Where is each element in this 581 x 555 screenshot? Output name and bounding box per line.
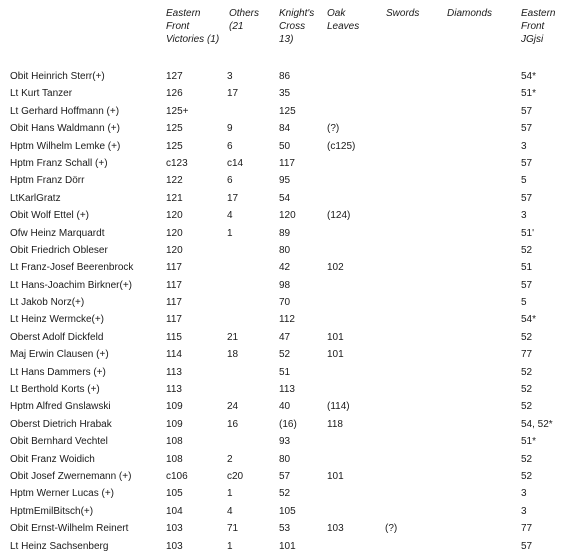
header-line: Diamonds	[447, 8, 493, 19]
unit-value: 3	[521, 505, 527, 517]
knights-cross-value: 52	[279, 488, 291, 500]
victories-value: 125	[166, 140, 183, 152]
header-victories	[166, 7, 219, 46]
pilot-name: Obit Josef Zwernemann (+)	[10, 470, 132, 482]
table-row	[0, 68, 581, 85]
others-value: 4	[227, 210, 233, 222]
unit-value: 51*	[521, 436, 537, 448]
unit-value: 57	[521, 540, 533, 552]
pilot-name: Hptm Franz Schall (+)	[10, 157, 108, 169]
unit-value: 54, 52*	[521, 418, 553, 430]
oak-leaves-value: (?)	[327, 123, 340, 135]
knights-cross-value: 35	[279, 88, 291, 100]
others-value: 16	[227, 418, 239, 430]
unit-value: 77	[521, 349, 533, 361]
unit-value: 57	[521, 123, 533, 135]
unit-value: 54*	[521, 314, 537, 326]
pilot-name: Hptm Franz Dörr	[10, 175, 85, 187]
table-row	[0, 207, 581, 224]
knights-cross-value: 89	[279, 227, 291, 239]
header-others	[229, 7, 259, 33]
pilot-name: Obit Ernst-Wilhelm Reinert	[10, 523, 129, 535]
unit-value: 3	[521, 140, 527, 152]
others-value: 1	[227, 227, 233, 239]
oak-leaves-value: (114)	[327, 401, 350, 413]
victories-value: 108	[166, 453, 183, 465]
victories-value: 109	[166, 401, 183, 413]
knights-cross-value: 120	[279, 210, 296, 222]
swords-value: (?)	[385, 523, 398, 535]
unit-value: 57	[521, 192, 533, 204]
victories-value: 127	[166, 71, 183, 82]
header-line: Oak	[327, 8, 346, 19]
header-line: Cross	[279, 21, 306, 32]
pilot-name: Oberst Adolf Dickfeld	[10, 331, 104, 343]
knights-cross-value: 54	[279, 192, 291, 204]
header-line: Victories (1)	[166, 34, 220, 45]
header-line: Eastern	[521, 8, 556, 19]
table-row	[0, 277, 581, 294]
table-row	[0, 346, 581, 363]
table-row	[0, 451, 581, 468]
victories-value: 108	[166, 436, 183, 448]
knights-cross-value: 80	[279, 453, 291, 465]
victories-value: 105	[166, 488, 183, 500]
victories-value: 104	[166, 505, 183, 517]
table-row	[0, 138, 581, 155]
others-value: 24	[227, 401, 239, 413]
others-value: 4	[227, 505, 233, 517]
table-row	[0, 259, 581, 276]
table-row	[0, 190, 581, 207]
unit-value: 52	[521, 384, 533, 396]
unit-value: 57	[521, 105, 533, 117]
table-row	[0, 103, 581, 120]
unit-value: 52	[521, 470, 533, 482]
table-row	[0, 242, 581, 259]
victories-value: 113	[166, 366, 182, 378]
header-line: Front	[166, 21, 190, 32]
knights-cross-value: 101	[279, 540, 296, 552]
pilot-name: Maj Erwin Clausen (+)	[10, 349, 109, 361]
unit-value: 52	[521, 453, 533, 465]
table-row	[0, 364, 581, 381]
header-line: Front	[521, 21, 545, 32]
victories-value: 120	[166, 227, 183, 239]
oak-leaves-value: 103	[327, 523, 344, 535]
table-row	[0, 433, 581, 450]
header-line: 13)	[279, 34, 294, 45]
pilot-name: LtKarlGratz	[10, 192, 61, 204]
others-value: 6	[227, 175, 233, 187]
knights-cross-value: 53	[279, 523, 291, 535]
table-row	[0, 155, 581, 172]
pilot-name: Lt Hans Dammers (+)	[10, 366, 106, 378]
unit-value: 52	[521, 244, 533, 256]
victories-value: 126	[166, 88, 183, 100]
header-line: (21	[229, 21, 244, 32]
others-value: c20	[227, 470, 244, 482]
others-value: 2	[227, 453, 233, 465]
knights-cross-value: 84	[279, 123, 291, 135]
victories-value: 120	[166, 210, 183, 222]
pilot-name: HptmEmilBitsch(+)	[10, 505, 94, 517]
table-row	[0, 311, 581, 328]
knights-cross-value: 70	[279, 297, 291, 309]
others-value: 21	[227, 331, 239, 343]
table-row	[0, 538, 581, 555]
others-value: 3	[227, 71, 233, 82]
header-swords	[386, 7, 419, 20]
victories-value: 121	[166, 192, 183, 204]
pilot-name: Hptm Werner Lucas (+)	[10, 488, 115, 500]
pilot-name: Obit Hans Waldmann (+)	[10, 123, 120, 135]
knights-cross-value: (16)	[279, 418, 297, 430]
pilot-name: Lt Kurt Tanzer	[10, 88, 73, 100]
victories-value: 113	[166, 384, 182, 396]
header-oak-leaves	[327, 7, 359, 33]
victories-value: 103	[166, 540, 183, 552]
pilot-name: Obit Heinrich Sterr(+)	[10, 71, 105, 82]
knights-cross-value: 105	[279, 505, 296, 517]
knights-cross-value: 125	[279, 105, 296, 117]
unit-value: 51'	[521, 227, 535, 239]
table-row	[0, 485, 581, 502]
others-value: 1	[227, 488, 233, 500]
knights-cross-value: 42	[279, 262, 291, 274]
victories-value: 109	[166, 418, 183, 430]
others-value: 6	[227, 140, 233, 152]
victories-value: 103	[166, 523, 183, 535]
header-eastern-front-unit	[521, 7, 555, 46]
pilot-name: Obit Franz Woidich	[10, 453, 95, 465]
unit-value: 3	[521, 210, 527, 222]
header-knights-cross	[279, 7, 314, 46]
pilot-name: Lt Franz-Josef Beerenbrock	[10, 262, 134, 274]
others-value: 17	[227, 88, 239, 100]
knights-cross-value: 113	[279, 384, 295, 396]
pilot-name: Obit Wolf Ettel (+)	[10, 210, 90, 222]
knights-cross-value: 93	[279, 436, 291, 448]
table-row	[0, 416, 581, 433]
unit-value: 52	[521, 366, 533, 378]
victories-value: 125	[166, 123, 183, 135]
knights-cross-value: 98	[279, 279, 291, 291]
others-value: c14	[227, 157, 244, 169]
knights-cross-value: 57	[279, 470, 291, 482]
knights-cross-value: 52	[279, 349, 291, 361]
unit-value: 52	[521, 331, 533, 343]
pilot-name: Lt Heinz Wermcke(+)	[10, 314, 105, 326]
oak-leaves-value: 101	[327, 331, 344, 343]
unit-value: 5	[521, 175, 527, 187]
others-value: 17	[227, 192, 239, 204]
victories-value: 117	[166, 297, 182, 309]
victories-value: 117	[166, 279, 182, 291]
pilot-name: Hptm Alfred Gnslawski	[10, 401, 111, 413]
unit-value: 52	[521, 401, 533, 413]
pilot-name: Lt Jakob Norz(+)	[10, 297, 85, 309]
knights-cross-value: 40	[279, 401, 291, 413]
victories-value: c106	[166, 470, 188, 482]
header-line: Swords	[386, 8, 420, 19]
table-row	[0, 520, 581, 537]
header-line: Eastern	[166, 8, 201, 19]
others-value: 71	[227, 523, 239, 535]
unit-value: 5	[521, 297, 527, 309]
pilot-name: Obit Bernhard Vechtel	[10, 436, 108, 448]
oak-leaves-value: 101	[327, 349, 344, 361]
oak-leaves-value: 102	[327, 262, 344, 274]
unit-value: 51	[521, 262, 533, 274]
table-row	[0, 329, 581, 346]
unit-value: 3	[521, 488, 527, 500]
victories-value: c123	[166, 157, 188, 169]
header-line: Leaves	[327, 21, 360, 32]
pilot-name: Lt Berthold Korts (+)	[10, 384, 100, 396]
header-diamonds	[447, 7, 492, 20]
oak-leaves-value: (124)	[327, 210, 351, 222]
knights-cross-value: 80	[279, 244, 291, 256]
pilot-name: Obit Friedrich Obleser	[10, 244, 108, 256]
pilot-name: Oberst Dietrich Hrabak	[10, 418, 112, 430]
others-value: 1	[227, 540, 233, 552]
ace-table-body	[0, 68, 581, 555]
victories-value: 114	[166, 349, 182, 361]
victories-value: 115	[166, 331, 182, 343]
others-value: 9	[227, 123, 233, 135]
header-line: Others	[229, 8, 260, 19]
knights-cross-value: 112	[279, 314, 295, 326]
oak-leaves-value: 118	[327, 418, 343, 430]
table-row	[0, 468, 581, 485]
others-value: 18	[227, 349, 239, 361]
header-line: JGjsi	[521, 34, 544, 45]
table-row	[0, 294, 581, 311]
pilot-name: Hptm Wilhelm Lemke (+)	[10, 140, 121, 152]
unit-value: 54*	[521, 71, 537, 82]
oak-leaves-value: (c125)	[327, 140, 356, 152]
table-row	[0, 398, 581, 415]
table-row	[0, 381, 581, 398]
victories-value: 117	[166, 262, 182, 274]
pilot-name: Lt Hans-Joachim Birkner(+)	[10, 279, 132, 291]
knights-cross-value: 47	[279, 331, 291, 343]
unit-value: 57	[521, 157, 533, 169]
unit-value: 51*	[521, 88, 537, 100]
victories-value: 120	[166, 244, 183, 256]
knights-cross-value: 51	[279, 366, 291, 378]
knights-cross-value: 50	[279, 140, 291, 152]
pilot-name: Lt Gerhard Hoffmann (+)	[10, 105, 120, 117]
pilot-name: Ofw Heinz Marquardt	[10, 227, 105, 239]
table-row	[0, 503, 581, 520]
header-line: Knight's	[279, 8, 315, 19]
unit-value: 77	[521, 523, 533, 535]
table-row	[0, 85, 581, 102]
victories-value: 125+	[166, 105, 189, 117]
table-row	[0, 225, 581, 242]
knights-cross-value: 117	[279, 157, 295, 169]
table-row	[0, 120, 581, 137]
knights-cross-value: 86	[279, 71, 291, 82]
victories-value: 117	[166, 314, 182, 326]
pilot-name: Lt Heinz Sachsenberg	[10, 540, 109, 552]
oak-leaves-value: 101	[327, 470, 344, 482]
unit-value: 57	[521, 279, 533, 291]
knights-cross-value: 95	[279, 175, 291, 187]
victories-value: 122	[166, 175, 183, 187]
table-row	[0, 172, 581, 189]
